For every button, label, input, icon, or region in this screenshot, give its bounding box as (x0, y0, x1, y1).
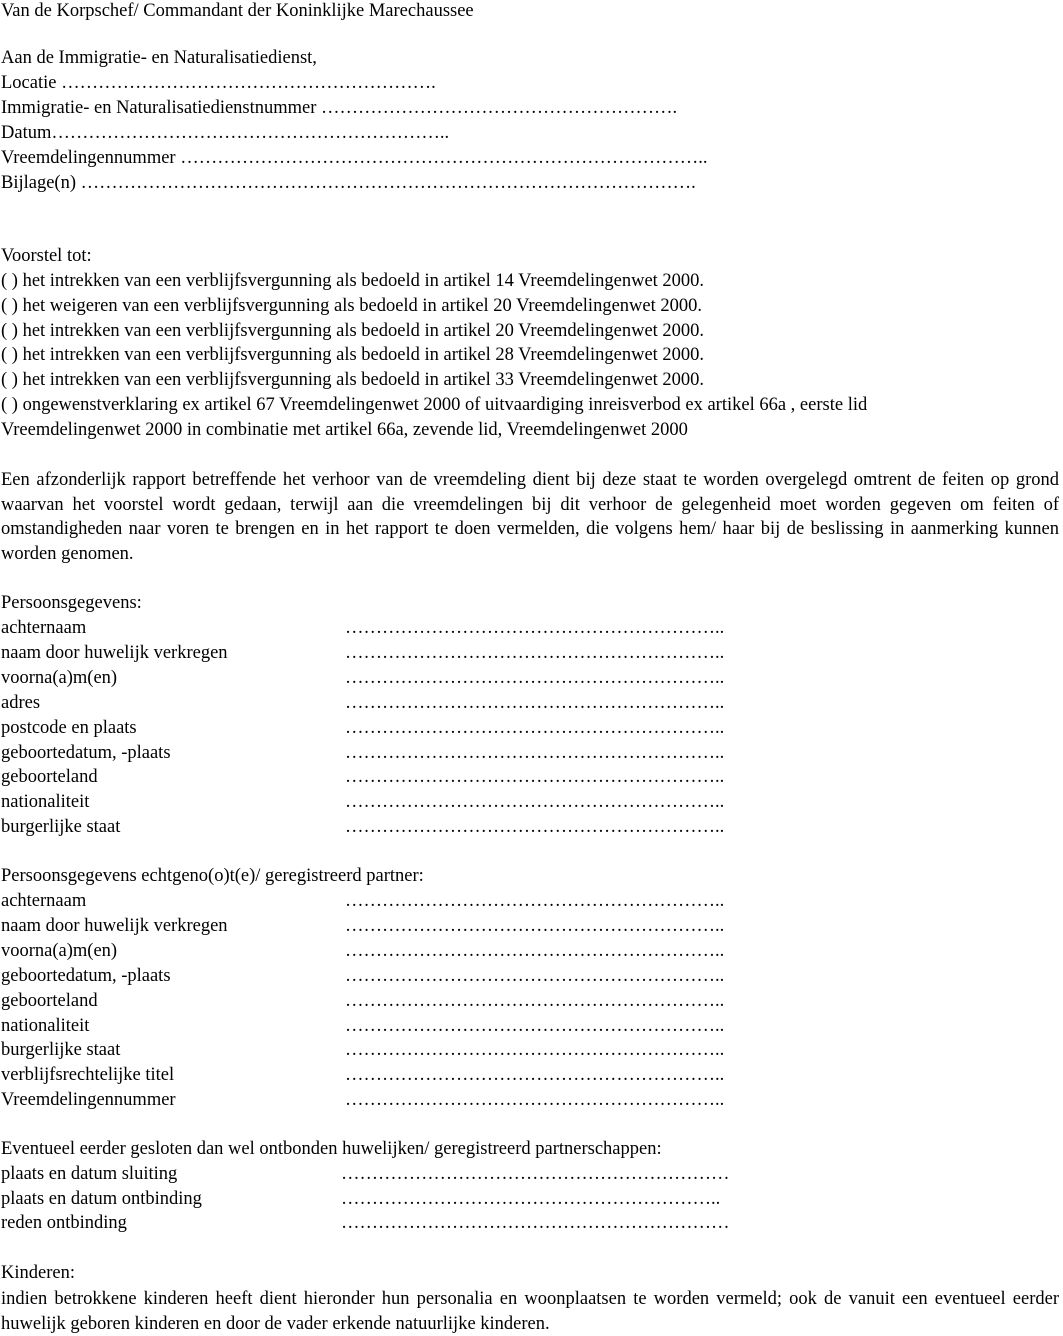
personal-field-dots: …………………………………………………….. (345, 693, 725, 713)
marriages-heading: Eventueel eerder gesloten dan wel ontbonden huwelijken/ geregistreerd partnerschappen: (1, 1139, 662, 1159)
alien-number-field (1, 147, 707, 169)
field-label: Bijlage(n) (1, 173, 77, 193)
personal-field-label: adres (1, 693, 41, 713)
spouse-field-dots: …………………………………………………….. (345, 891, 725, 911)
field-label: Datum (1, 123, 52, 143)
personal-field-dots: …………………………………………………….. (345, 743, 725, 763)
personal-field-label: achternaam (1, 618, 87, 638)
spouse-field-label: verblijfsrechtelijke titel (1, 1065, 175, 1085)
spouse-field-dots: …………………………………………………….. (345, 991, 725, 1011)
marriage-closing-label: plaats en datum sluiting (1, 1164, 178, 1184)
proposal-option-5: ( ) het intrekken van een verblijfsvergunning als bedoeld in artikel 33 Vreemdelingenwet 2000. (1, 370, 705, 390)
location-field (1, 72, 436, 94)
proposal-option-6-continuation: Vreemdelingenwet 2000 in combinatie met artikel 66a, zevende lid, Vreemdelingenwet 2000 (1, 420, 688, 440)
date-field (1, 122, 449, 144)
spouse-field-label: achternaam (1, 891, 87, 911)
marriage-dissolution-dots: …………………………………………………….. (341, 1189, 721, 1209)
children-text: indien betrokkene kinderen heeft dient hieronder hun personalia en woonplaatsen te worden vermeld; ook de vanuit een eventueel eerder huwelijk geboren kinderen en door de vader erkende natuurlijke kinderen. (1, 1289, 1059, 1334)
proposal-option-3: ( ) het intrekken van een verblijfsvergunning als bedoeld in artikel 20 Vreemdelingenwet 2000. (1, 321, 705, 341)
spouse-field-label: burgerlijke staat (1, 1040, 121, 1060)
personal-field-label: postcode en plaats (1, 718, 137, 738)
personal-field-dots: …………………………………………………….. (345, 767, 725, 787)
spouse-field-label: Vreemdelingennummer (1, 1090, 176, 1110)
marriage-dissolution-label: plaats en datum ontbinding (1, 1189, 202, 1209)
dissolution-reason-dots: ……………………………………………………… (341, 1213, 730, 1233)
personal-field-dots: …………………………………………………….. (345, 792, 725, 812)
field-label: Locatie (1, 73, 57, 93)
marriage-closing-dots: ……………………………………………………… (341, 1164, 730, 1184)
spouse-field-label: voorna(a)m(en) (1, 941, 118, 961)
proposal-option-1: ( ) het intrekken van een verblijfsvergunning als bedoeld in artikel 14 Vreemdelingenwet 2000. (1, 271, 705, 291)
personal-heading: Persoonsgegevens: (1, 593, 142, 613)
dissolution-reason-label: reden ontbinding (1, 1213, 127, 1233)
spouse-field-dots: …………………………………………………….. (345, 916, 725, 936)
spouse-field-dots: …………………………………………………….. (345, 1090, 725, 1110)
proposal-option-2: ( ) het weigeren van een verblijfsvergunning als bedoeld in artikel 20 Vreemdelingenwet 2000. (1, 296, 702, 316)
personal-field-label: geboortedatum, -plaats (1, 743, 171, 763)
sender-line: Van de Korpschef/ Commandant der Koninklijke Marechaussee (1, 1, 474, 21)
spouse-heading: Persoonsgegevens echtgeno(o)t(e)/ geregistreerd partner: (1, 866, 424, 886)
fill-dots: ………………………………………………………………………………………. (80, 173, 696, 193)
spouse-field-dots: …………………………………………………….. (345, 941, 725, 961)
fill-dots: ……………………………………………………….. (51, 123, 450, 143)
spouse-field-dots: …………………………………………………….. (345, 966, 725, 986)
spouse-field-dots: …………………………………………………….. (345, 1040, 725, 1060)
spouse-field-label: geboortedatum, -plaats (1, 966, 171, 986)
personal-field-label: burgerlijke staat (1, 817, 121, 837)
personal-field-label: nationaliteit (1, 792, 90, 812)
spouse-field-label: nationaliteit (1, 1016, 90, 1036)
children-heading: Kinderen: (1, 1263, 75, 1283)
spouse-field-label: naam door huwelijk verkregen (1, 916, 228, 936)
personal-field-dots: …………………………………………………….. (345, 618, 725, 638)
field-label: Vreemdelingennummer (1, 148, 176, 168)
fill-dots: ………………………………………………………………………….. (180, 148, 708, 168)
spouse-field-label: geboorteland (1, 991, 98, 1011)
personal-field-dots: …………………………………………………….. (345, 643, 725, 663)
fill-dots: …………………………………………………. (321, 98, 678, 118)
fill-dots: ……………………………………………………. (61, 73, 436, 93)
personal-field-dots: …………………………………………………….. (345, 668, 725, 688)
spouse-field-dots: …………………………………………………….. (345, 1016, 725, 1036)
personal-field-label: geboorteland (1, 767, 98, 787)
report-paragraph: Een afzonderlijk rapport betreffende het verhoor van de vreemdeling dient bij deze staat te worden overgelegd omtrent de feiten op grond waarvan het voorstel wordt gedaan, terwijl aan die vreemdelingen bij dit verhoor de gelegenheid moet worden gegeven om feiten of omstandigheden naar voren te brengen en in het rapport te doen vermelden, die volgens hem/ haar bij de beslissing in aanmerking kunnen worden genomen. (1, 470, 1059, 565)
proposal-heading: Voorstel tot: (1, 246, 92, 266)
personal-field-dots: …………………………………………………….. (345, 817, 725, 837)
field-label: Immigratie- en Naturalisatiedienstnummer (1, 98, 317, 118)
recipient-line: Aan de Immigratie- en Naturalisatiedienst, (1, 48, 317, 68)
personal-field-label: naam door huwelijk verkregen (1, 643, 228, 663)
personal-field-dots: …………………………………………………….. (345, 718, 725, 738)
personal-field-label: voorna(a)m(en) (1, 668, 118, 688)
proposal-option-4: ( ) het intrekken van een verblijfsvergunning als bedoeld in artikel 28 Vreemdelingenwet 2000. (1, 345, 705, 365)
attachments-field (1, 172, 696, 194)
proposal-option-6: ( ) ongewenstverklaring ex artikel 67 Vreemdelingenwet 2000 of uitvaardiging inreisverbod ex artikel 66a , eerste lid (1, 395, 868, 415)
ind-number-field (1, 97, 677, 119)
spouse-field-dots: …………………………………………………….. (345, 1065, 725, 1085)
